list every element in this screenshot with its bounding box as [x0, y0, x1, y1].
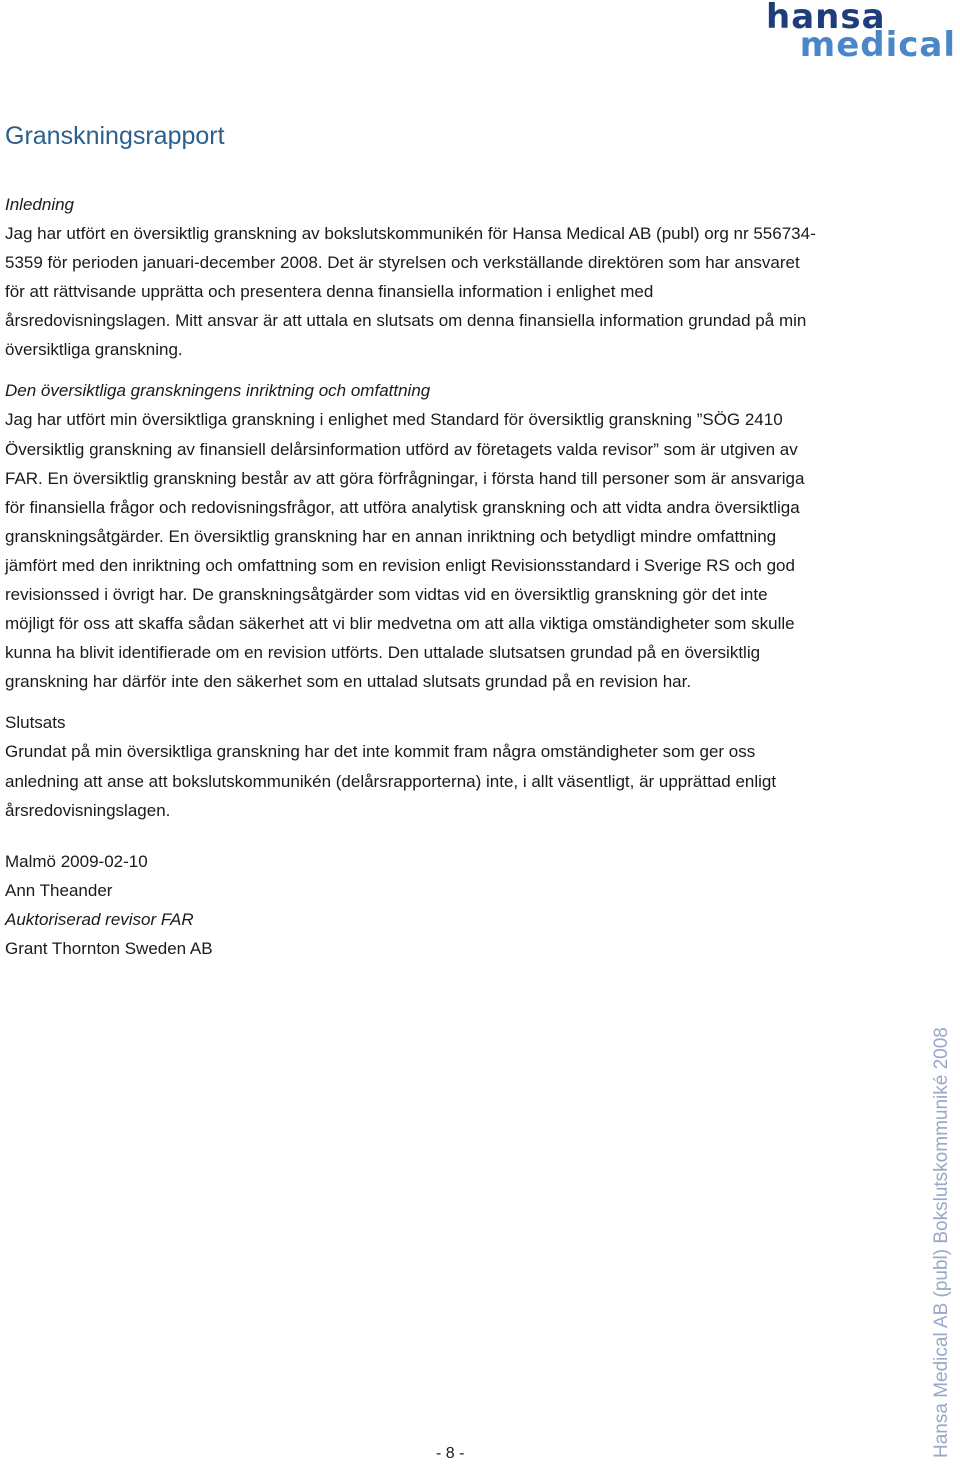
signature-place-date: Malmö 2009-02-10 — [5, 851, 148, 871]
section-body-inriktning: Jag har utfört min översiktliga granskning i enlighet med Standard för översiktlig granskning ”SÖG 2410 Översiktlig granskning av finansiell delårsinformation utförd av företagets valda revisor” som är utgiven av FAR. En översiktlig granskning består av att göra förfrågningar, i första hand till personer som är ansvariga för finansiella frågor och redovisningsfrågor, att utföra analytisk granskning och att vidta andra översiktliga granskningsåtgärder. En översiktlig granskning har en annan inriktning och betydligt mindre omfattning jämfört med den inriktning och omfattning som en revision enligt Revisionsstandard i Sverige RS och god revisionssed i övrigt har. De granskningsåtgärder som vidtas vid en översiktlig granskning gör det inte möjligt för oss att skaffa sådan säkerhet att vi blir medvetna om att alla viktiga omständigheter som skulle kunna ha blivit identifierade om en revision utförts. Den uttalade slutsatsen grundad på en översiktlig granskning har därför inte den säkerhet som en uttalad slutsats grundad på en revision har. — [5, 410, 805, 692]
signature-role: Auktoriserad revisor FAR — [5, 909, 194, 929]
section-heading-inriktning: Den översiktliga granskningens inriktning och omfattning — [5, 381, 431, 401]
logo-word-hansa: hansa — [766, 0, 886, 37]
section-body-inledning: Jag har utfört en översiktlig granskning av bokslutskommunikén för Hansa Medical AB (publ) org nr 556734-5359 för perioden januari-december 2008. Det är styrelsen och verkställande direktören som har ansvaret för att rättvisande upprätta och presentera denna finansiella information i enlighet med årsredovisningslagen. Mitt ansvar är att uttala en slutsats om denna finansiella information grundad på min översiktliga granskning. — [5, 224, 816, 360]
section-inledning — [5, 190, 817, 364]
side-footer-text: Hansa Medical AB (publ) Bokslutskommuniké 2008 — [931, 1027, 952, 1458]
hansa-medical-logo — [766, 0, 956, 65]
logo-word-medical: medical — [799, 24, 956, 65]
signature-firm: Grant Thornton Sweden AB — [5, 938, 213, 958]
report-content — [5, 116, 817, 963]
signature-block — [5, 847, 817, 963]
section-heading-inledning: Inledning — [5, 195, 75, 214]
section-inriktning — [5, 376, 817, 696]
page-number: - 8 - — [436, 1445, 465, 1462]
page-title: Granskningsrapport — [5, 122, 225, 150]
signature-name: Ann Theander — [5, 880, 113, 900]
section-body-slutsats: Grundat på min översiktliga granskning har det inte kommit fram några omständigheter som ger oss anledning att anse att bokslutskommunikén (delårsrapporterna) inte, i allt väsentligt, är upprättad enligt årsredovisningslagen. — [5, 742, 777, 820]
section-slutsats — [5, 708, 817, 824]
section-heading-slutsats: Slutsats — [5, 713, 66, 733]
